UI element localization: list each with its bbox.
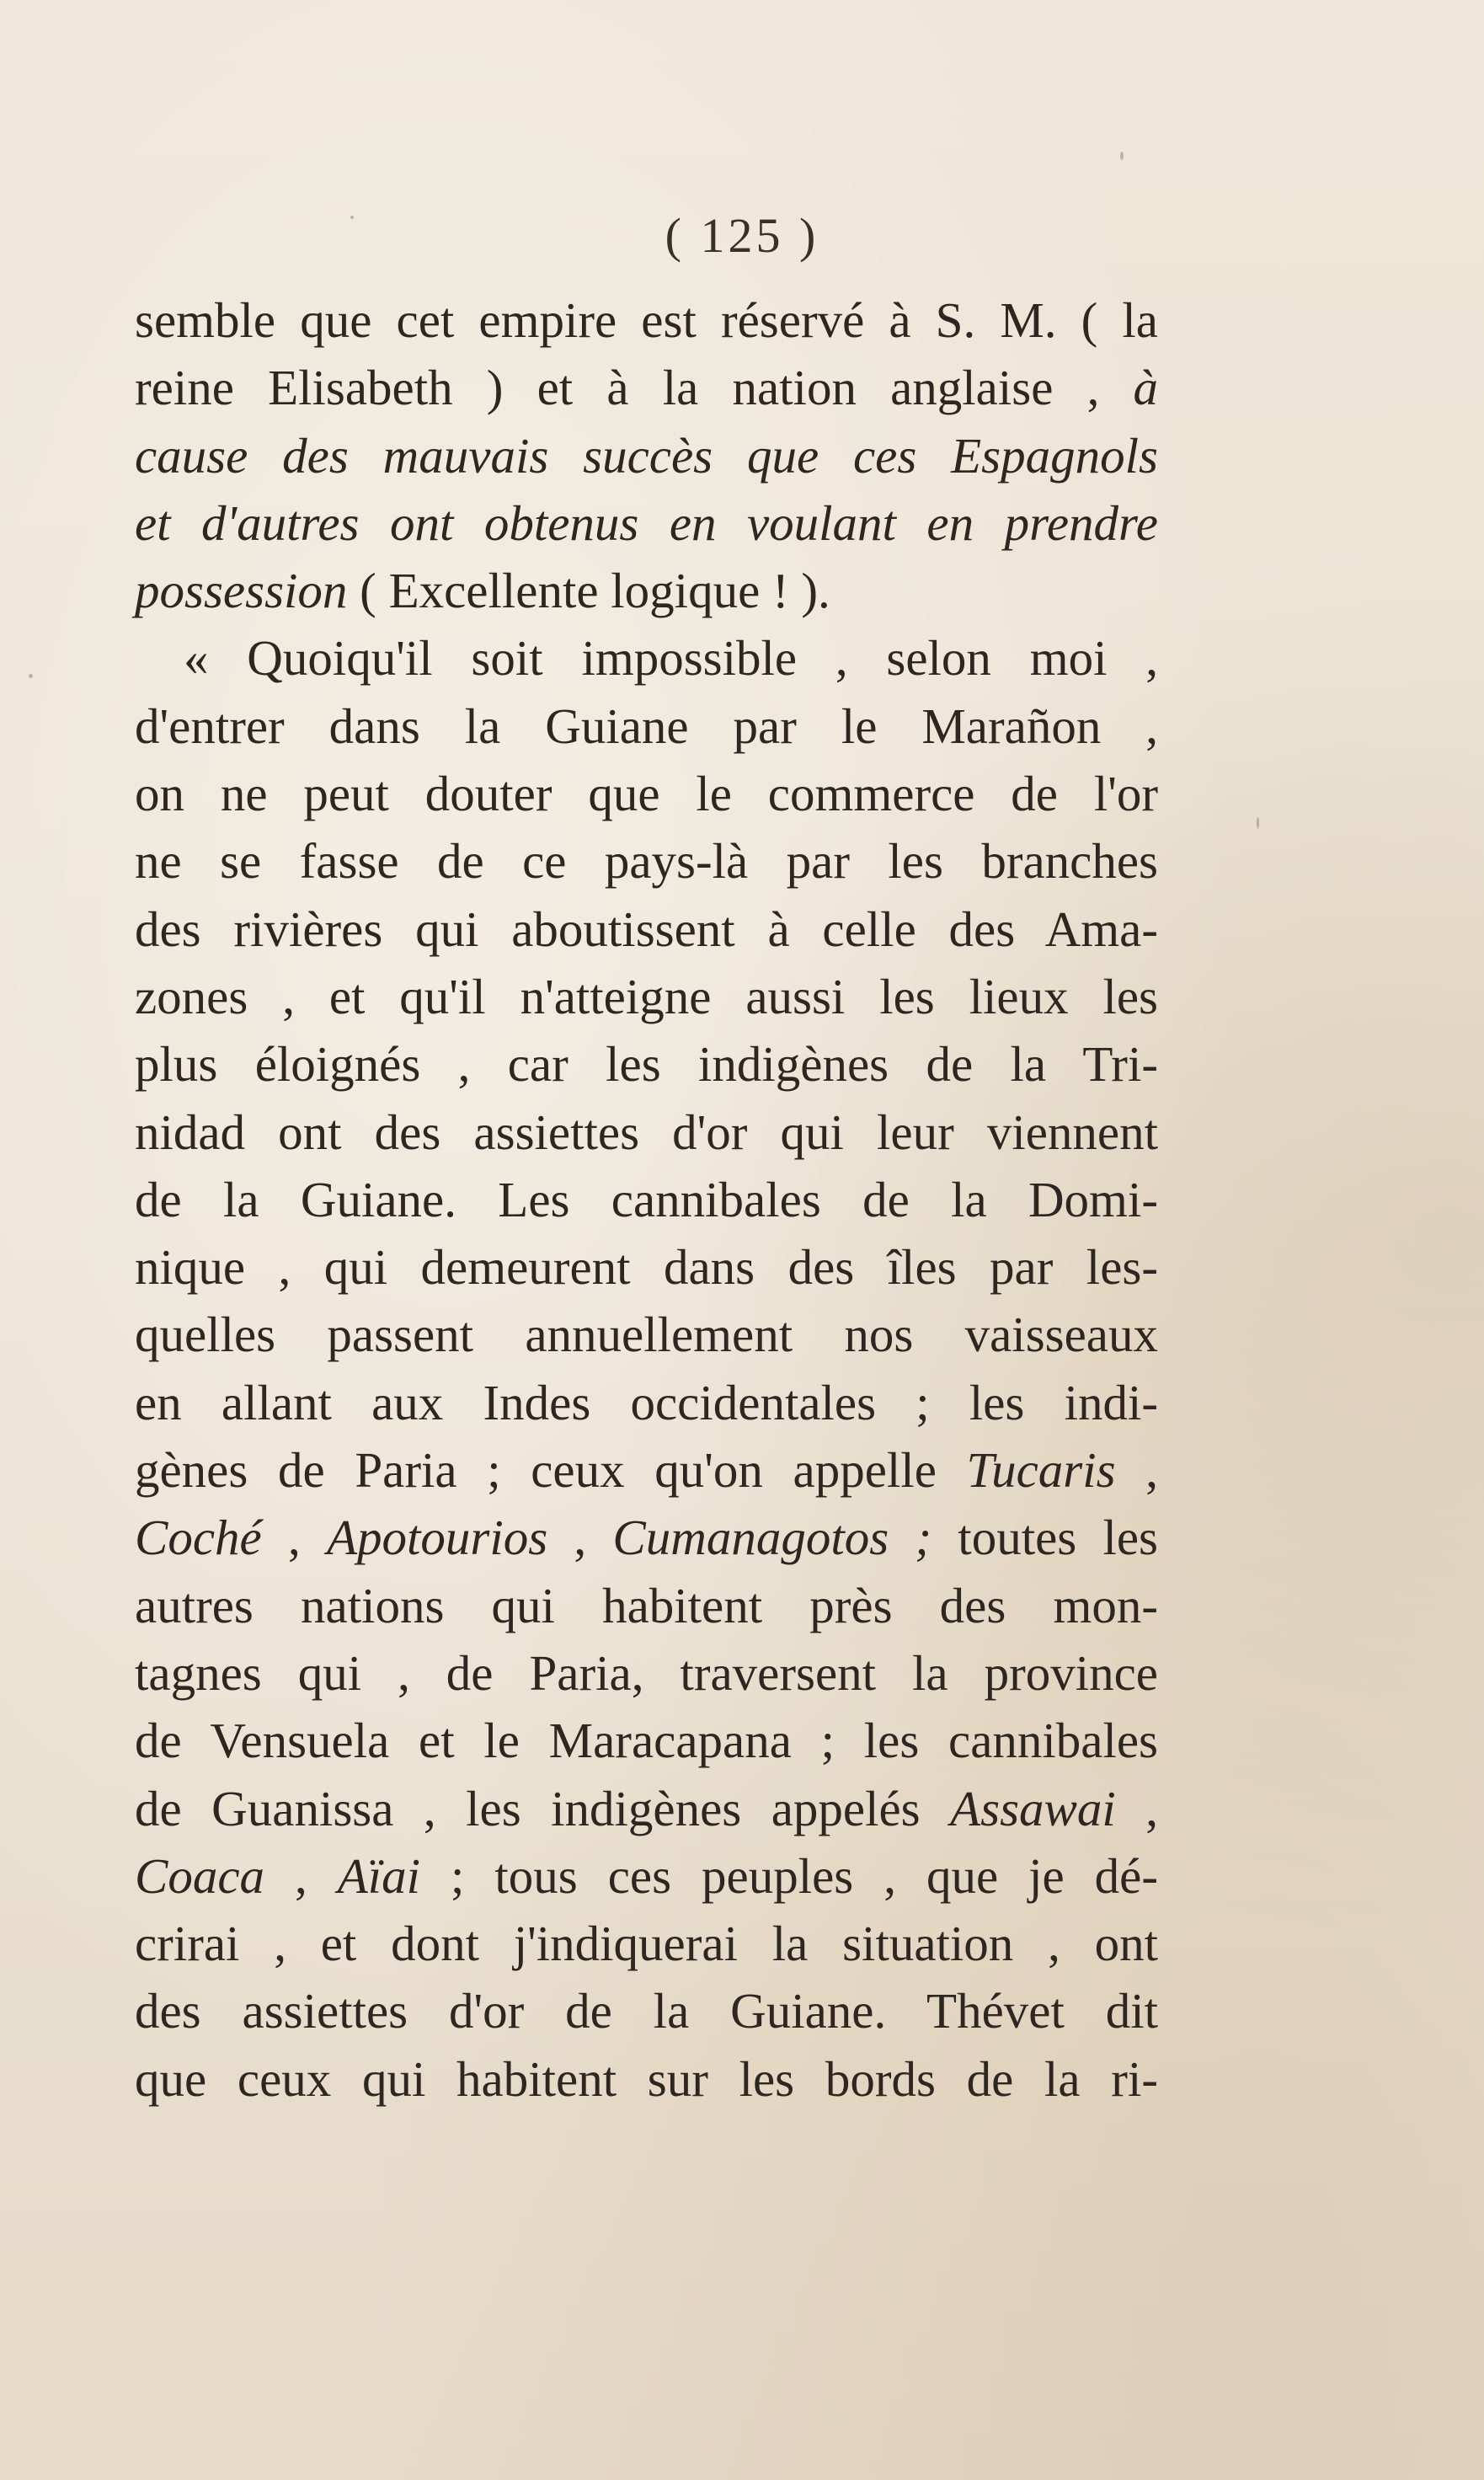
- text-line: [135, 1233, 1158, 1301]
- text-segment: de Vensuela et le Maracapana ; les cannibales: [135, 1713, 1158, 1769]
- text-line: [135, 557, 1158, 624]
- text-line: [135, 422, 1158, 489]
- text-segment: de la Guiane. Les cannibales de la Domi-: [135, 1171, 1158, 1227]
- text-segment: toutes les: [932, 1510, 1158, 1566]
- text-segment: quelles passent annuellement nos vaisseaux: [135, 1307, 1158, 1363]
- text-segment: autres nations qui habitent près des mon-: [135, 1577, 1158, 1633]
- italic-text: Apotourios: [326, 1510, 548, 1566]
- text-line: [135, 354, 1158, 421]
- text-segment: ,: [264, 1847, 338, 1904]
- text-segment: ,: [1115, 1442, 1158, 1499]
- text-line: [135, 1572, 1158, 1639]
- text-segment: ; tous ces peuples , que je dé-: [420, 1847, 1159, 1904]
- paper-speck: [1257, 817, 1259, 829]
- paper-speck: [29, 674, 33, 678]
- text-segment: semble que cet empire est réservé à S. M. ( la: [135, 292, 1158, 348]
- paper-speck: [1120, 152, 1124, 160]
- text-line: [135, 1977, 1158, 2044]
- italic-text: cause des mauvais succès que ces Espagnols: [135, 427, 1158, 484]
- text-segment: ,: [261, 1510, 327, 1566]
- italic-text: à: [1133, 360, 1158, 416]
- text-line: [135, 1301, 1158, 1368]
- text-segment: ,: [547, 1510, 613, 1566]
- body-text: [135, 286, 1158, 2113]
- italic-text: Assawai: [950, 1780, 1116, 1836]
- text-segment: ne se fasse de ce pays-là par les branches: [135, 833, 1158, 890]
- text-line: [135, 1098, 1158, 1166]
- text-line: [135, 1910, 1158, 1977]
- paper-speck: [350, 216, 354, 219]
- italic-text: Tucaris: [966, 1442, 1116, 1499]
- text-segment: tagnes qui , de Paria, traversent la province: [135, 1644, 1158, 1701]
- text-segment: que ceux qui habitent sur les bords de la ri-: [135, 2050, 1158, 2107]
- italic-text: possession: [135, 563, 348, 619]
- text-line: [135, 963, 1158, 1030]
- page-number: ( 125 ): [665, 208, 819, 263]
- text-line: [135, 624, 1158, 692]
- text-line: [135, 692, 1158, 760]
- text-segment: zones , et qu'il n'atteigne aussi les lieux les: [135, 968, 1158, 1024]
- italic-text: Aïai: [337, 1847, 421, 1904]
- text-segment: « Quoiqu'il soit impossible , selon moi ,: [184, 630, 1158, 687]
- text-line: [135, 1436, 1158, 1504]
- italic-text: Coaca: [135, 1847, 265, 1904]
- text-segment: ( Excellente logique ! ).: [347, 563, 830, 619]
- text-line: [135, 827, 1158, 895]
- text-segment: de Guanissa , les indigènes appelés: [135, 1780, 951, 1836]
- text-line: [135, 1775, 1158, 1842]
- text-segment: des assiettes d'or de la Guiane. Thévet dit: [135, 1983, 1158, 2039]
- text-segment: gènes de Paria ; ceux qu'on appelle: [135, 1442, 967, 1499]
- text-segment: reine Elisabeth ) et à la nation anglaise ,: [135, 360, 1134, 416]
- text-segment: en allant aux Indes occidentales ; les indi-: [135, 1374, 1158, 1430]
- text-line: [135, 1639, 1158, 1707]
- text-segment: d'entrer dans la Guiane par le Marañon ,: [135, 698, 1158, 754]
- text-line: [135, 1707, 1158, 1774]
- text-segment: nique , qui demeurent dans des îles par les-: [135, 1239, 1158, 1296]
- text-segment: ,: [1115, 1780, 1159, 1836]
- text-line: [135, 2045, 1158, 2113]
- text-line: [135, 1030, 1158, 1098]
- italic-text: Cumanagotos ;: [612, 1510, 932, 1566]
- text-segment: crirai , et dont j'indiquerai la situation , ont: [135, 1916, 1158, 1972]
- text-segment: nidad ont des assiettes d'or qui leur viennent: [135, 1104, 1158, 1160]
- text-segment: plus éloignés , car les indigènes de la Tri-: [135, 1036, 1158, 1093]
- italic-text: Coché: [135, 1510, 262, 1566]
- text-line: [135, 1504, 1158, 1571]
- text-line: [135, 1842, 1158, 1910]
- text-line: [135, 286, 1158, 354]
- text-segment: des rivières qui aboutissent à celle des Ama-: [135, 901, 1158, 957]
- text-line: [135, 895, 1158, 963]
- text-line: [135, 760, 1158, 827]
- text-line: [135, 489, 1158, 557]
- text-segment: on ne peut douter que le commerce de l'or: [135, 766, 1158, 822]
- text-line: [135, 1369, 1158, 1436]
- text-line: [135, 1166, 1158, 1233]
- italic-text: et d'autres ont obtenus en voulant en prendre: [135, 494, 1158, 551]
